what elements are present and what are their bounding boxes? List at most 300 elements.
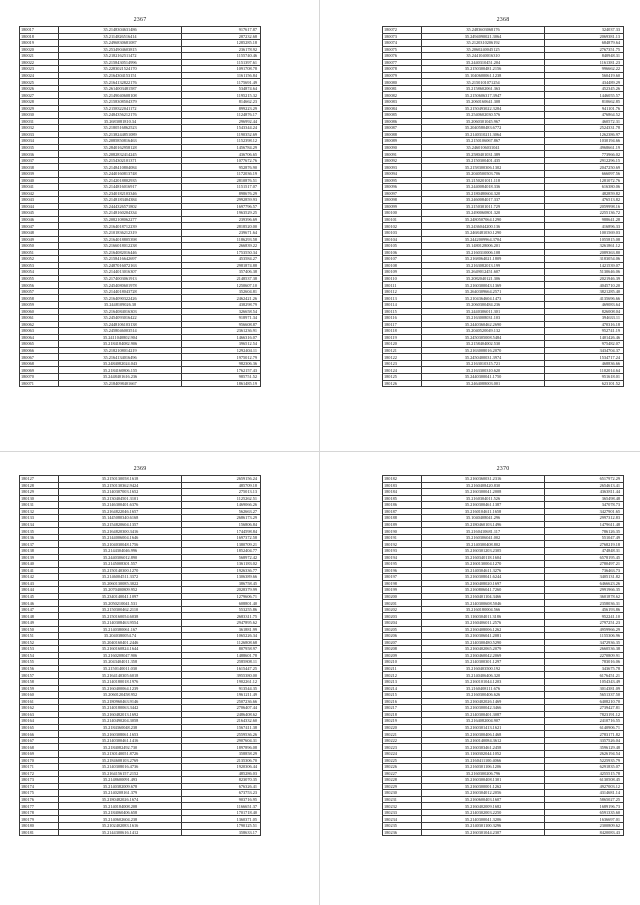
- coordinate-cell: 35.2140180018.1976: [59, 678, 182, 685]
- coordinate-cell: 35.2163300310.620: [422, 367, 545, 374]
- coordinate-cell: 35.2150300462.2110: [59, 606, 182, 613]
- page-panel: [19, 465, 261, 836]
- amount-cell: 6130508.45: [545, 777, 624, 784]
- row-id-cell: 180069: [20, 367, 59, 374]
- amount-cell: 2768219.18: [545, 541, 624, 548]
- row-id-cell: 180199: [383, 587, 422, 594]
- amount-cell: 2585808.11: [182, 659, 261, 666]
- row-id-cell: 180166: [20, 731, 59, 738]
- amount-cell: 5130646.06: [545, 269, 624, 276]
- coordinate-cell: 35.2454080601978: [59, 282, 182, 289]
- amount-cell: 6517972.29: [545, 476, 624, 483]
- amount-cell: 2300809.62: [545, 822, 624, 829]
- row-id-cell: 180035: [20, 144, 59, 151]
- row-id-cell: 180163: [20, 711, 59, 718]
- amount-cell: 2912296.15: [545, 157, 624, 164]
- row-id-cell: 180144: [20, 587, 59, 594]
- row-id-cell: 180139: [20, 554, 59, 561]
- row-id-cell: 180106: [383, 249, 422, 256]
- amount-cell: 1401426.46: [545, 334, 624, 341]
- row-id-cell: 180061: [20, 315, 59, 322]
- data-table: [19, 26, 261, 387]
- amount-cell: 1920306.44: [182, 764, 261, 771]
- coordinate-cell: 35.2148600091.493: [59, 777, 182, 784]
- row-id-cell: 180030: [20, 112, 59, 119]
- row-id-cell: 180187: [383, 508, 422, 515]
- amount-cell: 1466316.07: [182, 334, 261, 341]
- row-id-cell: 180180: [20, 822, 59, 829]
- row-id-cell: 180088: [383, 131, 422, 138]
- coordinate-cell: 35.2060120458.952: [59, 692, 182, 699]
- amount-cell: 4045710.20: [545, 282, 624, 289]
- coordinate-cell: 35.2483603068176: [422, 27, 545, 34]
- amount-cell: 3472936.35: [545, 639, 624, 646]
- table-row: [20, 829, 261, 836]
- row-id-cell: 180173: [20, 777, 59, 784]
- amount-cell: 951618.01: [545, 373, 624, 380]
- amount-cell: 553255.86: [182, 606, 261, 613]
- coordinate-cell: 35.2150140300.1270: [59, 567, 182, 574]
- row-id-cell: 180159: [20, 685, 59, 692]
- coordinate-cell: 35.2160300043.1369: [422, 282, 545, 289]
- amount-cell: 6140906.71: [545, 724, 624, 731]
- coordinate-cell: 35.2160301044.2307: [422, 829, 545, 836]
- row-id-cell: 180188: [383, 515, 422, 522]
- row-id-cell: 180219: [383, 718, 422, 725]
- row-id-cell: 180158: [20, 678, 59, 685]
- amount-cell: 2069381.13: [545, 33, 624, 40]
- row-id-cell: 180093: [383, 164, 422, 171]
- coordinate-cell: 35.1040600061.1238: [422, 72, 545, 79]
- row-id-cell: 180234: [383, 816, 422, 823]
- amount-cell: 975482.07: [545, 341, 624, 348]
- amount-cell: 482859.82: [545, 190, 624, 197]
- amount-cell: 5225935.79: [545, 757, 624, 764]
- row-id-cell: 180214: [383, 685, 422, 692]
- amount-cell: 4363811.44: [545, 489, 624, 496]
- amount-cell: 2358036.31: [545, 600, 624, 607]
- amount-cell: 296992.44: [182, 118, 261, 125]
- amount-cell: 918971.34: [182, 315, 261, 322]
- coordinate-cell: 35.2120310206192: [422, 40, 545, 47]
- coordinate-cell: 35.2082040121.306: [422, 275, 545, 282]
- amount-cell: 562663.27: [182, 508, 261, 515]
- coordinate-cell: 35.2160482013.1692: [59, 711, 182, 718]
- row-id-cell: 180078: [383, 66, 422, 73]
- amount-cell: 275013.13: [182, 489, 261, 496]
- coordinate-cell: 35.2150300401.435: [422, 157, 545, 164]
- row-id-cell: 180130: [20, 495, 59, 502]
- row-id-cell: 180191: [383, 534, 422, 541]
- amount-cell: 266839.22: [182, 243, 261, 250]
- coordinate-cell: 35.2146004511.3372: [59, 574, 182, 581]
- amount-cell: 2059998.16: [545, 203, 624, 210]
- row-id-cell: 180182: [383, 476, 422, 483]
- amount-cell: 1852404.77: [182, 548, 261, 555]
- row-id-cell: 180184: [383, 489, 422, 496]
- amount-cell: 1615447.25: [182, 665, 261, 672]
- coordinate-cell: 35.2158404002.530: [422, 341, 545, 348]
- amount-cell: 1151517.07: [182, 184, 261, 191]
- amount-cell: 684879.64: [545, 40, 624, 47]
- amount-cell: 2683311.75: [182, 613, 261, 620]
- row-id-cell: 180228: [383, 777, 422, 784]
- row-id-cell: 180108: [383, 262, 422, 269]
- amount-cell: 840948.31: [545, 53, 624, 60]
- coordinate-cell: 35.2164822046.1657: [59, 508, 182, 515]
- coordinate-cell: 35.2490060801.320: [422, 210, 545, 217]
- row-id-cell: 180123: [383, 360, 422, 367]
- row-id-cell: 180065: [20, 341, 59, 348]
- row-id-cell: 180107: [383, 256, 422, 263]
- row-id-cell: 180092: [383, 157, 422, 164]
- row-id-cell: 180151: [20, 633, 59, 640]
- row-id-cell: 180029: [20, 105, 59, 112]
- coordinate-cell: 35.2104030048.1756: [59, 541, 182, 548]
- amount-cell: 8420083.43: [545, 829, 624, 836]
- row-id-cell: 180205: [383, 626, 422, 633]
- amount-cell: 903716.95: [182, 796, 261, 803]
- row-id-cell: 180171: [20, 764, 59, 771]
- row-id-cell: 180134: [20, 521, 59, 528]
- amount-cell: 2810876.51: [182, 177, 261, 184]
- amount-cell: 1790125.51: [182, 822, 261, 829]
- row-id-cell: 180072: [383, 27, 422, 34]
- coordinate-cell: 35.2184608103.2769: [59, 757, 182, 764]
- amount-cell: 326658.54: [182, 308, 261, 315]
- coordinate-cell: 35.2160130004.1270: [422, 561, 545, 568]
- row-id-cell: 180116: [383, 315, 422, 322]
- row-id-cell: 180073: [383, 33, 422, 40]
- coordinate-cell: 35.2180516862523: [59, 125, 182, 132]
- row-id-cell: 180170: [20, 757, 59, 764]
- amount-cell: 2797251.23: [545, 620, 624, 627]
- coordinate-cell: 35.2411040802.904: [59, 334, 182, 341]
- coordinate-cell: 35.2160460042.2069: [422, 652, 545, 659]
- row-id-cell: 180175: [20, 790, 59, 797]
- amount-cell: 2992859.93: [182, 197, 261, 204]
- amount-cell: 1963529.25: [182, 210, 261, 217]
- coordinate-cell: 35.2460106031041: [422, 144, 545, 151]
- amount-cell: 324037.33: [545, 27, 624, 34]
- row-id-cell: 180160: [20, 692, 59, 699]
- coordinate-cell: 35.2436044200.136: [422, 223, 545, 230]
- amount-cell: 941101.76: [545, 105, 624, 112]
- row-id-cell: 180036: [20, 151, 59, 158]
- amount-cell: 1689196.73: [545, 803, 624, 810]
- row-id-cell: 180193: [383, 548, 422, 555]
- amount-cell: 1281072.76: [545, 177, 624, 184]
- coordinate-cell: 35.2040500503.706: [422, 171, 545, 178]
- row-id-cell: 180153: [20, 646, 59, 653]
- row-id-cell: 180223: [383, 744, 422, 751]
- coordinate-cell: 35.2164082004.907: [422, 718, 545, 725]
- row-id-cell: 180168: [20, 744, 59, 751]
- amount-cell: 1161156.84: [182, 72, 261, 79]
- coordinate-cell: 35.2140602604.238: [59, 816, 182, 823]
- coordinate-cell: 35.2283021524170: [59, 66, 182, 73]
- row-id-cell: 180137: [20, 541, 59, 548]
- coordinate-cell: 35.2140380061.167: [59, 626, 182, 633]
- amount-cell: 386758.45: [182, 580, 261, 587]
- coordinate-cell: 35.2160300001.1262: [422, 783, 545, 790]
- amount-cell: 156806.84: [182, 521, 261, 528]
- row-id-cell: 180203: [383, 613, 422, 620]
- row-id-cell: 180225: [383, 757, 422, 764]
- amount-cell: 534874.64: [182, 85, 261, 92]
- coordinate-cell: 35.2144013016307: [59, 269, 182, 276]
- amount-cell: 773966.02: [545, 151, 624, 158]
- row-id-cell: 180063: [20, 328, 59, 335]
- coordinate-cell: 35.1160302044.1052: [422, 750, 545, 757]
- row-id-cell: 180043: [20, 197, 59, 204]
- coordinate-cell: 35.2160340118.1604: [422, 554, 545, 561]
- coordinate-cell: 35.2060130085.3022: [59, 580, 182, 587]
- coordinate-cell: 35.2840162958128: [59, 144, 182, 151]
- coordinate-cell: 35.2140180063.3442: [59, 705, 182, 712]
- coordinate-cell: 35.2104364604.1473: [422, 295, 545, 302]
- coordinate-cell: 35.2154302101371: [59, 157, 182, 164]
- coordinate-cell: 35.2140406406.320: [422, 672, 545, 679]
- coordinate-cell: 35.2184360048.238: [59, 724, 182, 731]
- amount-cell: 3955380.00: [182, 672, 261, 679]
- row-id-cell: 180067: [20, 354, 59, 361]
- coordinate-cell: 35.2082108062277: [59, 216, 182, 223]
- row-id-cell: 180186: [383, 502, 422, 509]
- row-id-cell: 180059: [20, 301, 59, 308]
- amount-cell: 2559536.26: [182, 731, 261, 738]
- coordinate-cell: 35.2145008301.557: [59, 561, 182, 568]
- table-row: [383, 829, 624, 836]
- row-id-cell: 180194: [383, 554, 422, 561]
- amount-cell: 1172036.19: [182, 171, 261, 178]
- coordinate-cell: 35.2140300401.3087: [422, 711, 545, 718]
- row-id-cell: 180075: [383, 46, 422, 53]
- amount-cell: 2270809.91: [545, 652, 624, 659]
- coordinate-cell: 35.2164140305.6018: [59, 672, 182, 679]
- row-id-cell: 180148: [20, 613, 59, 620]
- row-id-cell: 180140: [20, 561, 59, 568]
- row-id-cell: 180044: [20, 203, 59, 210]
- coordinate-cell: 35.2140308463.9554: [59, 620, 182, 627]
- row-id-cell: 180105: [383, 243, 422, 250]
- row-id-cell: 180028: [20, 99, 59, 106]
- amount-cell: 2783171.82: [545, 731, 624, 738]
- amount-cell: 4959966.29: [545, 626, 624, 633]
- amount-cell: 1446055.57: [545, 92, 624, 99]
- row-id-cell: 180110: [383, 275, 422, 282]
- row-id-cell: 180146: [20, 600, 59, 607]
- coordinate-cell: 35.2160308041.6244: [422, 574, 545, 581]
- coordinate-cell: 35.2144816016917: [59, 184, 182, 191]
- coordinate-cell: 35.2160411100.4066: [422, 757, 545, 764]
- coordinate-cell: 35.2140302003.2250: [422, 809, 545, 816]
- coordinate-cell: 35.2148183404384: [59, 197, 182, 204]
- amount-cell: 416896.33: [545, 223, 624, 230]
- amount-cell: 438298.79: [182, 301, 261, 308]
- coordinate-cell: 35.2163082013.199: [422, 262, 545, 269]
- coordinate-cell: 35.2160306041.2081: [422, 633, 545, 640]
- amount-cell: 1961211.49: [182, 692, 261, 699]
- amount-cell: 786126.35: [545, 528, 624, 535]
- amount-cell: 2767351.75: [545, 46, 624, 53]
- row-id-cell: 180207: [383, 639, 422, 646]
- amount-cell: 1102014.64: [545, 367, 624, 374]
- coordinate-cell: 35.2440300041.1750: [422, 373, 545, 380]
- amount-cell: 485709.18: [182, 482, 261, 489]
- row-id-cell: 180210: [383, 659, 422, 666]
- amount-cell: 814662.23: [182, 99, 261, 106]
- coordinate-cell: 35.2448109026.38: [59, 301, 182, 308]
- coordinate-cell: 35.2140490204.3058: [59, 718, 182, 725]
- amount-cell: 1469066.26: [182, 502, 261, 509]
- row-id-cell: 180226: [383, 764, 422, 771]
- row-id-cell: 180026: [20, 85, 59, 92]
- row-id-cell: 180145: [20, 593, 59, 600]
- amount-cell: 1124876.17: [182, 112, 261, 119]
- coordinate-cell: 35.2144304046.996: [59, 548, 182, 555]
- coordinate-cell: 35.2166018012238: [59, 243, 182, 250]
- row-id-cell: 180109: [383, 269, 422, 276]
- row-id-cell: 180079: [383, 72, 422, 79]
- row-id-cell: 180064: [20, 334, 59, 341]
- amount-cell: 365498.48: [545, 495, 624, 502]
- amount-cell: 736463.73: [545, 567, 624, 574]
- row-id-cell: 180161: [20, 698, 59, 705]
- coordinate-cell: 35.2640309664.2571: [422, 288, 545, 295]
- amount-cell: 1166651.37: [182, 803, 261, 810]
- amount-cell: 434489.29: [545, 79, 624, 86]
- amount-cell: 239396.69: [182, 216, 261, 223]
- coordinate-cell: 35.2160300408.1301: [422, 777, 545, 784]
- amount-cell: 469083.64: [545, 301, 624, 308]
- coordinate-cell: 35.2140308016.4736: [59, 764, 182, 771]
- row-id-cell: 180071: [20, 380, 59, 387]
- coordinate-cell: 35.2180960463.9146: [59, 698, 182, 705]
- amount-cell: 1285285.18: [182, 40, 261, 47]
- amount-cell: 396512.54: [182, 341, 261, 348]
- row-id-cell: 180152: [20, 639, 59, 646]
- coordinate-cell: 35.2160140084.3612: [422, 737, 545, 744]
- amount-cell: 2659156.24: [182, 476, 261, 483]
- coordinate-cell: 35.2150106067.867: [422, 138, 545, 145]
- row-id-cell: 180157: [20, 672, 59, 679]
- coordinate-cell: 35.2160160824.1644: [59, 646, 182, 653]
- coordinate-cell: 35.2164082016446: [59, 249, 182, 256]
- coordinate-cell: 35.2163008016.2070: [422, 347, 545, 354]
- amount-cell: 1054343.49: [545, 678, 624, 685]
- row-id-cell: 180131: [20, 502, 59, 509]
- coordinate-cell: 35.2158430514996: [59, 59, 182, 66]
- row-id-cell: 180057: [20, 288, 59, 295]
- amount-cell: 2739427.81: [545, 705, 624, 712]
- amount-cell: 4314681.14: [545, 790, 624, 797]
- row-id-cell: 180190: [383, 528, 422, 535]
- coordinate-cell: 35.2102402083.1616: [59, 822, 182, 829]
- row-id-cell: 180053: [20, 262, 59, 269]
- row-id-cell: 180195: [383, 561, 422, 568]
- amount-cell: 1534717.24: [545, 354, 624, 361]
- coordinate-cell: 35.2140300041.3206: [422, 816, 545, 823]
- coordinate-cell: 35.2160360031.2316: [422, 476, 545, 483]
- coordinate-cell: 35.2101836212319: [59, 229, 182, 236]
- row-id-cell: 180233: [383, 809, 422, 816]
- row-id-cell: 180189: [383, 521, 422, 528]
- amount-cell: 452345.26: [545, 85, 624, 92]
- page-number: 2367: [133, 17, 147, 23]
- row-id-cell: 180089: [383, 138, 422, 145]
- amount-cell: 1753550.34: [182, 249, 261, 256]
- coordinate-cell: 35.2070400809.952: [59, 587, 182, 594]
- row-id-cell: 180138: [20, 548, 59, 555]
- coordinate-cell: 35.2158308504379: [59, 99, 182, 106]
- amount-cell: 616380.06: [545, 184, 624, 191]
- row-id-cell: 180100: [383, 210, 422, 217]
- amount-cell: 1175691.49: [182, 79, 261, 86]
- row-id-cell: 180211: [383, 665, 422, 672]
- row-id-cell: 180077: [383, 59, 422, 66]
- coordinate-cell: 35.2160304012.2056: [422, 790, 545, 797]
- coordinate-cell: 35.2160300461.1387: [422, 502, 545, 509]
- row-id-cell: 180206: [383, 633, 422, 640]
- amount-cell: 5651337.50: [545, 692, 624, 699]
- coordinate-cell: 35.2160403500.192: [422, 665, 545, 672]
- row-id-cell: 180031: [20, 118, 59, 125]
- amount-cell: 2706407.44: [182, 705, 261, 712]
- amount-cell: 1262386.97: [545, 131, 624, 138]
- coordinate-cell: 35.2182162511472: [59, 53, 182, 60]
- coordinate-cell: 35.2160301203.2305: [422, 548, 545, 555]
- coordinate-cell: 35.2496830681087: [59, 40, 182, 47]
- coordinate-cell: 35.2484082024.043: [59, 360, 182, 367]
- coordinate-cell: 35.2085850816463: [59, 138, 182, 145]
- amount-cell: 1897896.08: [182, 744, 261, 751]
- coordinate-cell: 35.2160400064.1239: [59, 685, 182, 692]
- row-id-cell: 180209: [383, 652, 422, 659]
- page-number: 2369: [133, 466, 147, 472]
- amount-cell: 1190352.69: [182, 131, 261, 138]
- coordinate-cell: 35.2158300306.1302: [422, 164, 545, 171]
- row-id-cell: 180062: [20, 321, 59, 328]
- amount-cell: 2507236.66: [182, 698, 261, 705]
- coordinate-cell: 35.2040580483.6772: [422, 125, 545, 132]
- row-id-cell: 180024: [20, 72, 59, 79]
- amount-cell: 1636697.01: [545, 816, 624, 823]
- amount-cell: 3261861.12: [545, 243, 624, 250]
- row-id-cell: 180074: [383, 40, 422, 47]
- row-id-cell: 180197: [383, 574, 422, 581]
- page-panel: [19, 16, 261, 387]
- amount-cell: 2991966.35: [545, 587, 624, 594]
- row-id-cell: 180094: [383, 171, 422, 178]
- row-id-cell: 180017: [20, 27, 59, 34]
- amount-cell: 1151397.61: [182, 59, 261, 66]
- row-id-cell: 180099: [383, 203, 422, 210]
- amount-cell: 456193.86: [545, 606, 624, 613]
- amount-cell: 673753.23: [182, 790, 261, 797]
- row-id-cell: 180231: [383, 796, 422, 803]
- amount-cell: 7823191.12: [545, 711, 624, 718]
- row-id-cell: 180230: [383, 790, 422, 797]
- amount-cell: 4255515.78: [545, 770, 624, 777]
- amount-cell: 1567411.38: [182, 724, 261, 731]
- coordinate-cell: 35.2487016072163: [59, 262, 182, 269]
- row-id-cell: 180087: [383, 125, 422, 132]
- row-id-cell: 180104: [383, 236, 422, 243]
- coordinate-cell: 35.2140382009.678: [59, 783, 182, 790]
- coordinate-cell: 35.2140300301.1297: [422, 659, 545, 666]
- coordinate-cell: 35.2160101044.1203: [422, 678, 545, 685]
